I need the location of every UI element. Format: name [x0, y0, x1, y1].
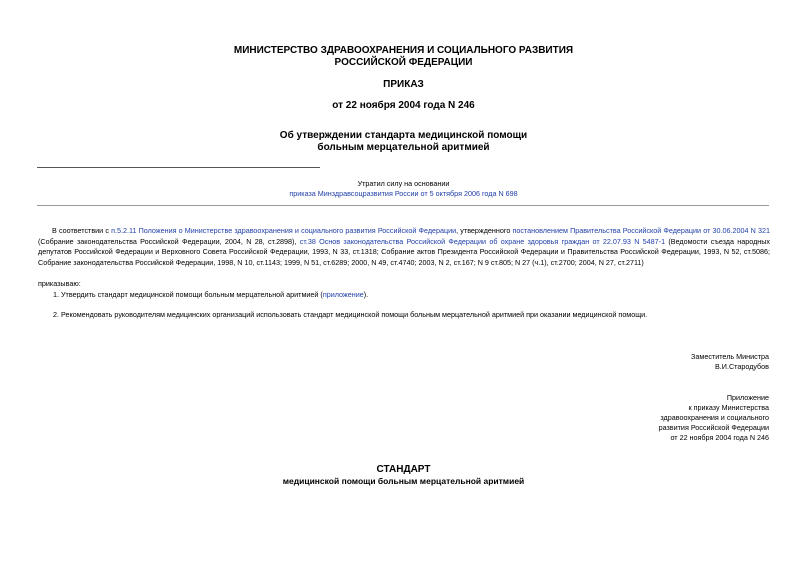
status-link[interactable]: приказа Минздравсоцразвития России от 5 октября 2006 года N 698: [289, 189, 518, 198]
preamble-text-1: В соответствии с: [52, 226, 112, 235]
ministry-line-1: МИНИСТЕРСТВО ЗДРАВООХРАНЕНИЯ И СОЦИАЛЬНОГО РАЗВИТИЯ: [233, 45, 574, 56]
subject-line-2: больным мерцательной аритмией: [317, 142, 490, 153]
appendix-line-1: Приложение: [726, 393, 769, 402]
appendix-block: [659, 393, 769, 443]
resolution-link[interactable]: постановлением Правительства Российской Федерации от 30.06.2004 N 321: [512, 226, 770, 235]
preamble-text-2: , утвержденного: [456, 226, 513, 235]
standard-subtitle: медицинской помощи больным мерцательной аритмией: [282, 476, 525, 486]
prikazyvayu-label: приказываю:: [38, 279, 81, 288]
appendix-link[interactable]: приложение: [322, 290, 364, 299]
preamble-paragraph: [38, 226, 770, 268]
doc-subject: [0, 130, 807, 154]
item-1-end: ).: [363, 290, 369, 299]
appendix-line-4: развития Российской Федерации: [658, 423, 769, 432]
doc-date-number: от 22 ноября 2004 года N 246: [332, 100, 475, 111]
item-1-text: 1. Утвердить стандарт медицинской помощи больным мерцательной аритмией (: [53, 290, 323, 299]
preamble-text-3: (Собрание законодательства Российской Федерации, 2004, N 28, ст.2898),: [38, 236, 300, 246]
order-item-1: [53, 290, 770, 301]
standard-title: СТАНДАРТ: [376, 464, 431, 475]
appendix-line-2: к приказу Министерства: [688, 403, 769, 412]
appendix-line-3: здравоохранения и социального: [660, 413, 769, 422]
signature-name: В.И.Стародубов: [715, 362, 769, 371]
status-line-1: Утратил силу на основании: [357, 179, 450, 188]
ministry-line-2: РОССИЙСКОЙ ФЕДЕРАЦИИ: [334, 57, 473, 68]
subject-line-1: Об утверждении стандарта медицинской помощи: [279, 130, 528, 141]
divider-short: [37, 167, 320, 168]
law-link[interactable]: ст.38 Основ законодательства Российской Федерации об охране здоровья граждан от 22.07.93 N 5487-1: [299, 236, 666, 246]
signature-block: [691, 352, 769, 372]
divider-full: [37, 205, 769, 206]
regulation-link[interactable]: п.5.2.11 Положения о Министерстве здравоохранения и социального развития Российской Федерации: [111, 226, 457, 235]
order-item-2: 2. Рекомендовать руководителям медицинских организаций использовать стандарт медицинской помощи больным мерцательной аритмией при оказании медицинской помощи.: [53, 310, 648, 319]
signature-position: Заместитель Министра: [691, 352, 769, 361]
appendix-line-5: от 22 ноября 2004 года N 246: [670, 433, 769, 442]
doc-type: ПРИКАЗ: [383, 79, 424, 90]
status-note: [0, 179, 807, 199]
preamble-text-4: (Ведомости съезда народных депутатов Российской Федерации и Верховного Совета Российской Федерации, 1993, N 33, ст.1318; Собрание актов Президента Российской Федерации и Правительства Российской Федерации, 1993, N 52, ст.5086; Собрание законодательства Российской Федерации, 1998, N 10, ст.1143; 1999, N 51, ст.6289; 2000, N 49, ст.4740; 2003, N 2, ст.167; N 9 ст.805; N 27 (ч.1), ст.2700; 2004, N 27, ст.2711): [38, 236, 771, 267]
ministry-title: [0, 45, 807, 69]
